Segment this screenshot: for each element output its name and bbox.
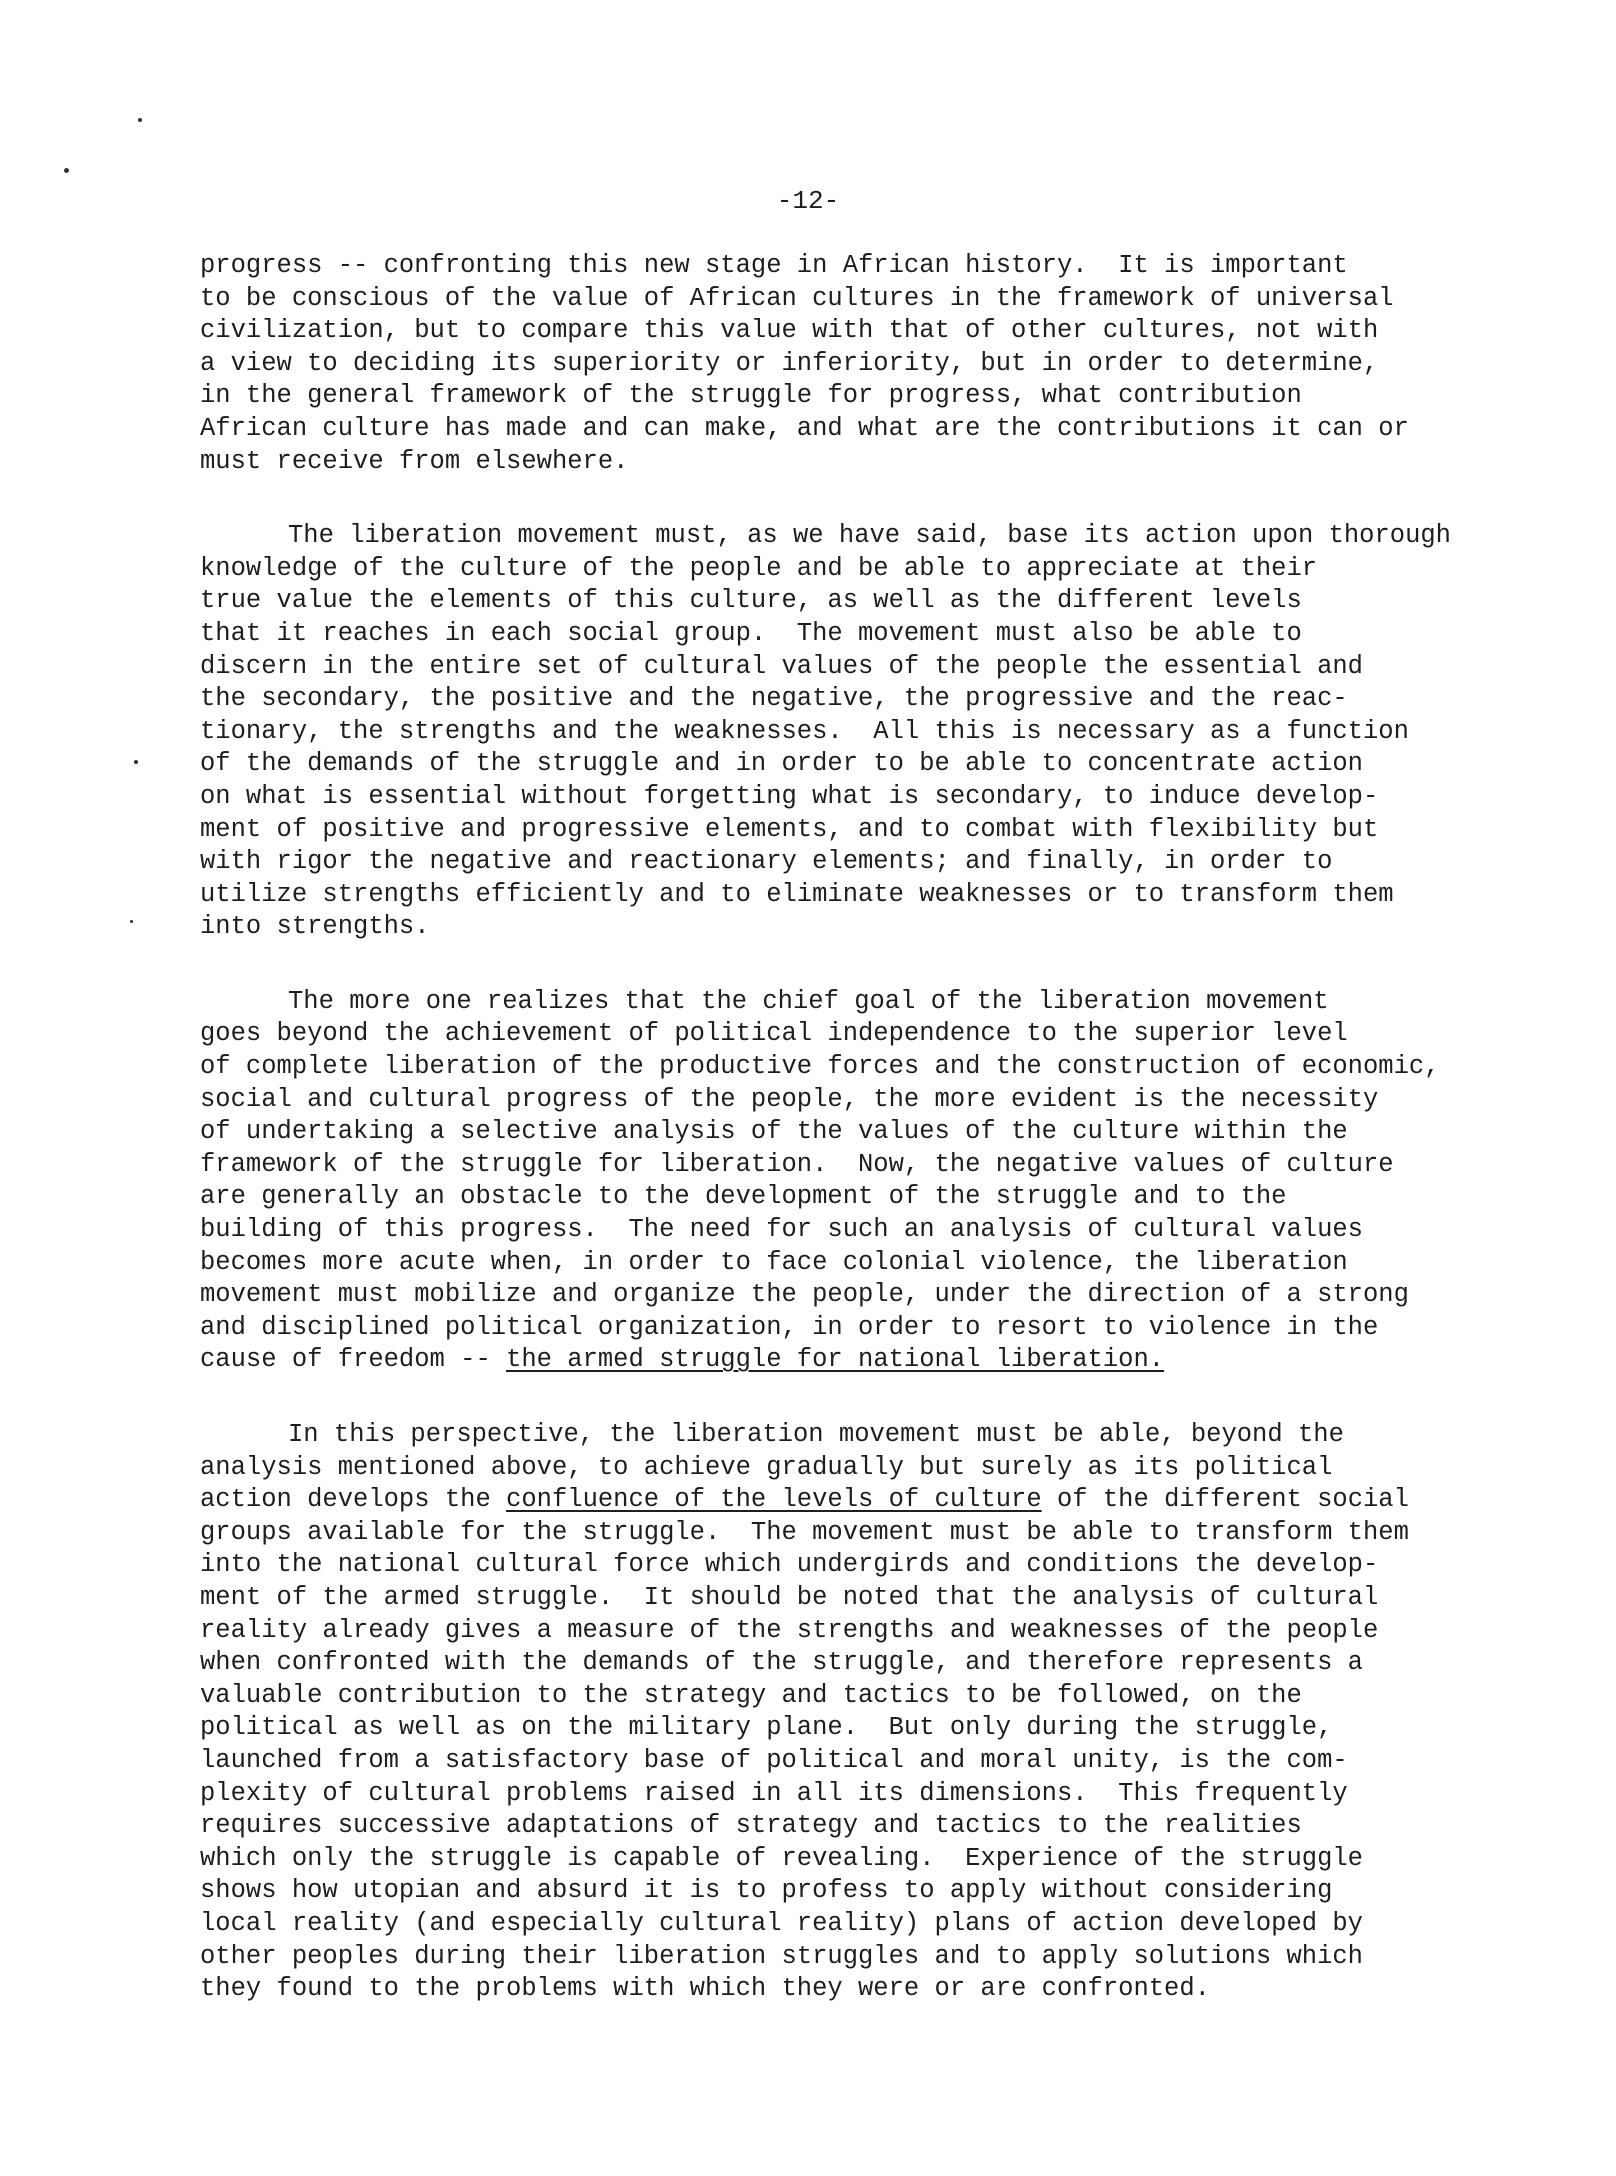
text-line: discern in the entire set of cultural values of the people the essential and xyxy=(200,651,1363,681)
text-line: valuable contribution to the strategy and tactics to be followed, on the xyxy=(200,1680,1302,1710)
paragraph-1 xyxy=(200,250,1580,478)
text-line: requires successive adaptations of strategy and tactics to the realities xyxy=(200,1811,1302,1841)
text-line: in the general framework of the struggle for progress, what contribution xyxy=(200,381,1302,411)
text-segment: of the different social xyxy=(1041,1485,1409,1515)
document-body xyxy=(200,250,1580,2006)
text-line: into the national cultural force which undergirds and conditions the develop- xyxy=(200,1550,1379,1580)
text-line: political as well as on the military plane. But only during the struggle, xyxy=(200,1713,1333,1743)
text-line: with rigor the negative and reactionary elements; and finally, in order to xyxy=(200,847,1333,877)
text-line: plexity of cultural problems raised in all its dimensions. This frequently xyxy=(200,1778,1348,1808)
text-line: analysis mentioned above, to achieve gradually but surely as its political xyxy=(200,1452,1333,1482)
text-line: of the demands of the struggle and in order to be able to concentrate action xyxy=(200,749,1363,779)
text-line: In this perspective, the liberation movement must be able, beyond the xyxy=(288,1420,1344,1449)
text-line: movement must mobilize and organize the people, under the direction of a strong xyxy=(200,1280,1409,1310)
underlined-phrase: the armed struggle for national liberation. xyxy=(506,1345,1165,1375)
text-line: other peoples during their liberation struggles and to apply solutions which xyxy=(200,1941,1363,1971)
text-line: local reality (and especially cultural reality) plans of action developed by xyxy=(200,1908,1363,1938)
text-line: goes beyond the achievement of political independence to the superior level xyxy=(200,1019,1348,1049)
text-line: knowledge of the culture of the people and be able to appreciate at their xyxy=(200,553,1318,583)
text-line: The more one realizes that the chief goal of the liberation movement xyxy=(288,986,1329,1016)
text-line: when confronted with the demands of the struggle, and therefore represents a xyxy=(200,1648,1363,1678)
text-line: that it reaches in each social group. The movement must also be able to xyxy=(200,618,1302,648)
text-line: into strengths. xyxy=(200,912,430,942)
scan-speck xyxy=(138,118,142,122)
text-line: launched from a satisfactory base of political and moral unity, is the com- xyxy=(200,1745,1348,1775)
text-line: must receive from elsewhere. xyxy=(200,446,629,476)
text-line: a view to deciding its superiority or inferiority, but in order to determine, xyxy=(200,348,1379,378)
text-line: they found to the problems with which they were or are confronted. xyxy=(200,1974,1210,2004)
text-line xyxy=(200,1484,1580,1517)
text-line: building of this progress. The need for such an analysis of cultural values xyxy=(200,1215,1363,1245)
text-line: tionary, the strengths and the weaknesses. All this is necessary as a function xyxy=(200,716,1409,746)
text-line: which only the struggle is capable of revealing. Experience of the struggle xyxy=(200,1843,1363,1873)
text-line: ment of the armed struggle. It should be noted that the analysis of cultural xyxy=(200,1582,1379,1612)
text-line: framework of the struggle for liberation. Now, the negative values of culture xyxy=(200,1149,1394,1179)
text-line: progress -- confronting this new stage in African history. It is important xyxy=(200,251,1348,280)
text-line: groups available for the struggle. The movement must be able to transform them xyxy=(200,1517,1409,1547)
text-line: to be conscious of the value of African cultures in the framework of universal xyxy=(200,283,1394,313)
text-segment: cause of freedom -- xyxy=(200,1345,507,1375)
text-line: are generally an obstacle to the development of the struggle and to the xyxy=(200,1182,1287,1212)
page-number: -12- xyxy=(776,186,840,216)
text-line xyxy=(200,1344,1580,1377)
scan-speck xyxy=(130,920,133,923)
text-segment: action develops the xyxy=(200,1485,507,1515)
text-line: The liberation movement must, as we have said, base its action upon thorough xyxy=(288,521,1451,551)
text-line: ment of positive and progressive elements, and to combat with flexibility but xyxy=(200,814,1379,844)
text-line: the secondary, the positive and the negative, the progressive and the reac- xyxy=(200,684,1348,714)
text-line: utilize strengths efficiently and to eliminate weaknesses or to transform them xyxy=(200,879,1394,909)
text-line: African culture has made and can make, and what are the contributions it can or xyxy=(200,413,1409,443)
underlined-phrase: confluence of the levels of culture xyxy=(506,1485,1042,1515)
text-line: of undertaking a selective analysis of the values of the culture within the xyxy=(200,1117,1348,1147)
paragraph-4 xyxy=(200,1419,1580,2006)
text-line: reality already gives a measure of the strengths and weaknesses of the people xyxy=(200,1615,1379,1645)
scan-speck xyxy=(64,168,69,173)
scan-speck xyxy=(134,760,138,764)
text-line: on what is essential without forgetting what is secondary, to induce develop- xyxy=(200,781,1379,811)
paragraph-3 xyxy=(200,986,1580,1377)
text-line: social and cultural progress of the people, the more evident is the necessity xyxy=(200,1084,1379,1114)
text-line: shows how utopian and absurd it is to profess to apply without considering xyxy=(200,1876,1333,1906)
text-line: civilization, but to compare this value with that of other cultures, not with xyxy=(200,316,1379,346)
text-line: of complete liberation of the productive forces and the construction of economic, xyxy=(200,1052,1440,1082)
text-line: becomes more acute when, in order to face colonial violence, the liberation xyxy=(200,1247,1348,1277)
text-line: true value the elements of this culture, as well as the different levels xyxy=(200,586,1302,616)
paragraph-2 xyxy=(200,520,1580,944)
text-line: and disciplined political organization, in order to resort to violence in the xyxy=(200,1312,1379,1342)
